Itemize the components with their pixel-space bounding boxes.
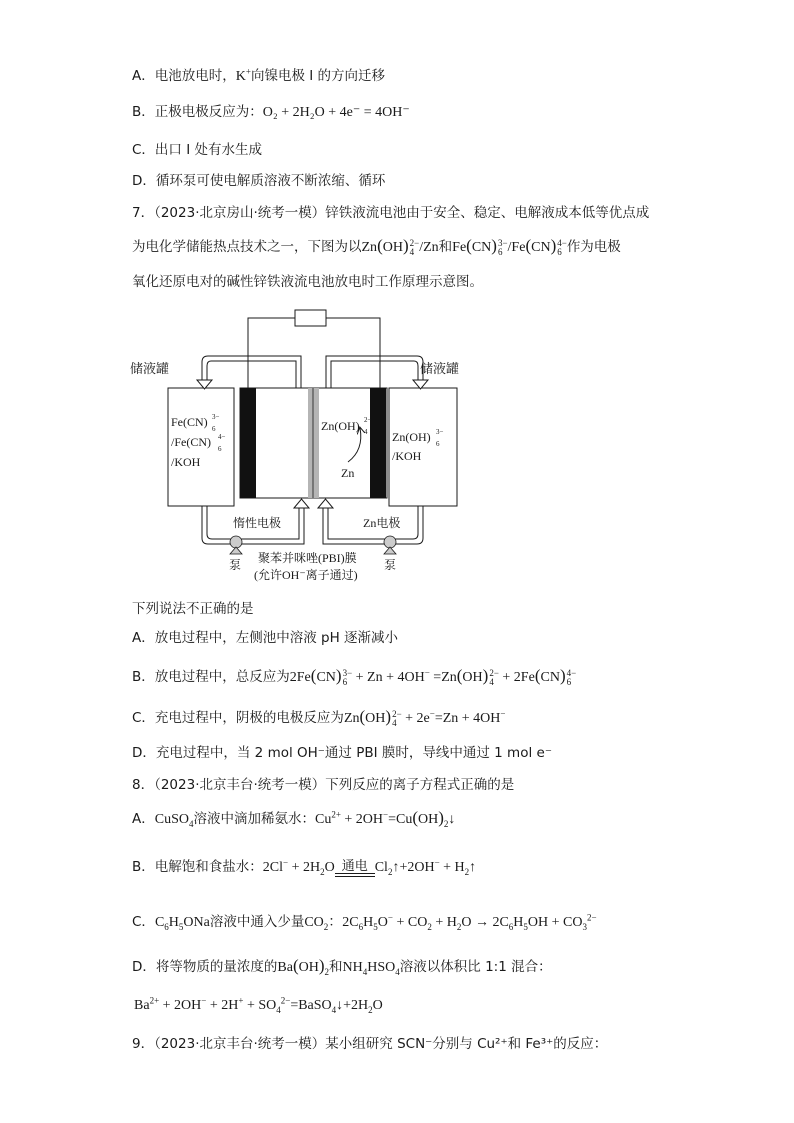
svg-text:3−: 3− bbox=[436, 428, 444, 436]
q7-option-c-text: C．充电过程中，阴极的电极反应为 bbox=[132, 710, 344, 726]
right-solution-line-1: Zn(OH) bbox=[392, 430, 431, 444]
q7-option-b-text: B．放电过程中，总反应为 bbox=[132, 669, 290, 685]
q8-option-d-equation: $Ba^{2+} + 2OH^- + 2H^+$ + $SO_4^{2-}=BaSO_4↓+2H_2O$ bbox=[134, 995, 383, 1015]
left-tank-label: 储液罐 bbox=[130, 361, 170, 376]
q7-option-b-equation: 2Fe(CN) 3− 6 + Zn + 4OH− =Zn(OH) 2− 4 + 2Fe(CN) 4− 6 bbox=[289, 666, 577, 687]
q8-option-c-equation: $CO_2$：$2C_6H_5O^- + CO_2 + H_2O \to 2C_6H_5OH + CO_3^{2-}$ bbox=[304, 912, 597, 932]
load-resistor bbox=[295, 310, 326, 326]
q9-stem: 9．（2023·北京丰台·统考一模）某小组研究 SCN⁻分别与 Cu²⁺和 Fe³⁺的反应： bbox=[132, 1036, 608, 1052]
q6-option-c: C．出口 I 处有水生成 bbox=[132, 142, 262, 158]
left-solution-line-1: Fe(CN) bbox=[171, 415, 208, 429]
q8-option-d-rest: 溶液以体积比 1:1 混合： bbox=[399, 959, 552, 975]
q7-option-a: A．放电过程中，左侧池中溶液 pH 逐渐减小 bbox=[132, 630, 399, 646]
q6-option-b bbox=[132, 102, 410, 123]
q7-stem-text-a: 为电化学储能热点技术之一，下图为以 bbox=[132, 239, 362, 255]
q6-option-a-rest: 向镍电极 I 的方向迁移 bbox=[250, 68, 386, 84]
svg-text:4−: 4− bbox=[218, 433, 226, 441]
q8-option-c-reagent: $C_6H_5ONa$ bbox=[154, 915, 210, 932]
svg-text:3−: 3− bbox=[212, 413, 220, 421]
right-tank-label: 储液罐 bbox=[420, 361, 460, 376]
right-storage-tank bbox=[389, 388, 457, 506]
q8-option-d-text: D．将等物质的量浓度的 bbox=[132, 959, 278, 975]
cell-zn-label: Zn bbox=[341, 466, 355, 480]
q8-option-c-text: 溶液中通入少量 bbox=[209, 914, 305, 930]
q8-option-b-text: B．电解饱和食盐水： bbox=[132, 859, 263, 875]
external-wire bbox=[248, 318, 380, 388]
q7-option-d: D．充电过程中，当 2 mol OH⁻通过 PBI 膜时，导线中通过 1 mol e⁻ bbox=[132, 745, 552, 761]
q7-stem-line-3: 氧化还原电对的碱性锌铁液流电池放电时工作原理示意图。 bbox=[132, 274, 483, 290]
left-solution-line-2: /Fe(CN) bbox=[171, 435, 211, 449]
membrane-label: 聚苯并咪唑(PBI)膜 bbox=[258, 551, 357, 565]
q7-option-c bbox=[132, 707, 506, 729]
q7-stem-text-c: 和 bbox=[438, 239, 453, 255]
q7-prompt: 下列说法不正确的是 bbox=[132, 601, 254, 617]
q6-option-a-ion: K+ bbox=[235, 66, 251, 84]
left-pump-label: 泵 bbox=[229, 558, 242, 572]
q7-stem-text-d: 作为电极 bbox=[566, 239, 621, 255]
q8-option-a-text: 溶液中滴加稀氨水： bbox=[193, 811, 315, 827]
q7-option-b bbox=[132, 666, 576, 688]
q8-option-b-equation: $2Cl^- + 2H_2O$ 通电 $Cl_2↑+2OH^-$ + $H_2↑$ bbox=[262, 857, 477, 877]
right-solution-line-2: /KOH bbox=[392, 449, 422, 463]
membrane-note: (允许OH⁻离子通过) bbox=[254, 568, 358, 582]
q8-option-b-condition: 通电 bbox=[341, 857, 368, 873]
pbi-membrane bbox=[308, 388, 319, 498]
right-pump-icon bbox=[384, 536, 396, 554]
q6-option-b-text: B．正极电极反应为： bbox=[132, 104, 263, 120]
q8-option-c bbox=[132, 912, 597, 933]
left-pump-icon bbox=[230, 536, 242, 554]
q8-option-d-and: 和 bbox=[329, 959, 343, 975]
svg-text:4: 4 bbox=[364, 428, 368, 436]
right-pump-label: 泵 bbox=[384, 558, 397, 572]
cell-zincate-label: Zn(OH) bbox=[321, 419, 360, 433]
q6-option-a-text: A．电池放电时， bbox=[132, 68, 236, 84]
flow-battery-diagram bbox=[130, 300, 470, 585]
zn-electrode-plate bbox=[370, 388, 386, 498]
svg-text:2−: 2− bbox=[364, 416, 372, 424]
q8-option-a bbox=[132, 808, 455, 830]
svg-text:6: 6 bbox=[218, 445, 222, 453]
q7-species-ferricyanide: Fe(CN) 3− 6 /Fe(CN) 4− 6 bbox=[452, 236, 567, 257]
q7-species-zincate: Zn(OH) 2− 4 bbox=[361, 236, 420, 257]
q7-option-c-equation: Zn(OH) 2− 4 + 2e−=Zn + 4OH− bbox=[343, 707, 506, 728]
q6-option-d: D．循环泵可使电解质溶液不断浓缩、循环 bbox=[132, 173, 386, 189]
q8-option-c-label: C． bbox=[132, 914, 155, 930]
inert-electrode-plate bbox=[240, 388, 256, 498]
q7-species-zn: /Zn bbox=[419, 240, 439, 255]
q8-option-a-label: A． bbox=[132, 811, 155, 827]
q7-stem-line-2 bbox=[132, 236, 621, 258]
q7-stem-line-1: 7．（2023·北京房山·统考一模）锌铁液流电池由于安全、稳定、电解液成本低等优点成 bbox=[132, 205, 650, 221]
q8-option-a-equation: $Cu^{2+}$ + $2OH^-=Cu(OH)_2↓$ bbox=[314, 808, 456, 829]
q8-option-b bbox=[132, 857, 476, 878]
zn-electrode-label: Zn电极 bbox=[363, 516, 401, 530]
left-solution-line-3: /KOH bbox=[171, 455, 201, 469]
q6-option-b-equation: O₂ + 2H₂O + 4e⁻ = 4OH⁻ bbox=[262, 105, 410, 120]
q6-option-a bbox=[132, 66, 385, 87]
q8-stem: 8．（2023·北京丰台·统考一模）下列反应的离子方程式正确的是 bbox=[132, 777, 515, 793]
q8-option-a-reagent: CuSO$_4$ bbox=[154, 812, 194, 829]
q8-option-d bbox=[132, 956, 552, 978]
q8-option-d-reagent-1: $Ba(OH)_2$ bbox=[277, 956, 330, 977]
svg-text:6: 6 bbox=[436, 440, 440, 448]
q8-option-d-reagent-2: $NH_4HSO_4$ bbox=[342, 960, 400, 977]
svg-text:6: 6 bbox=[212, 425, 216, 433]
inert-electrode-label: 惰性电极 bbox=[233, 516, 282, 530]
